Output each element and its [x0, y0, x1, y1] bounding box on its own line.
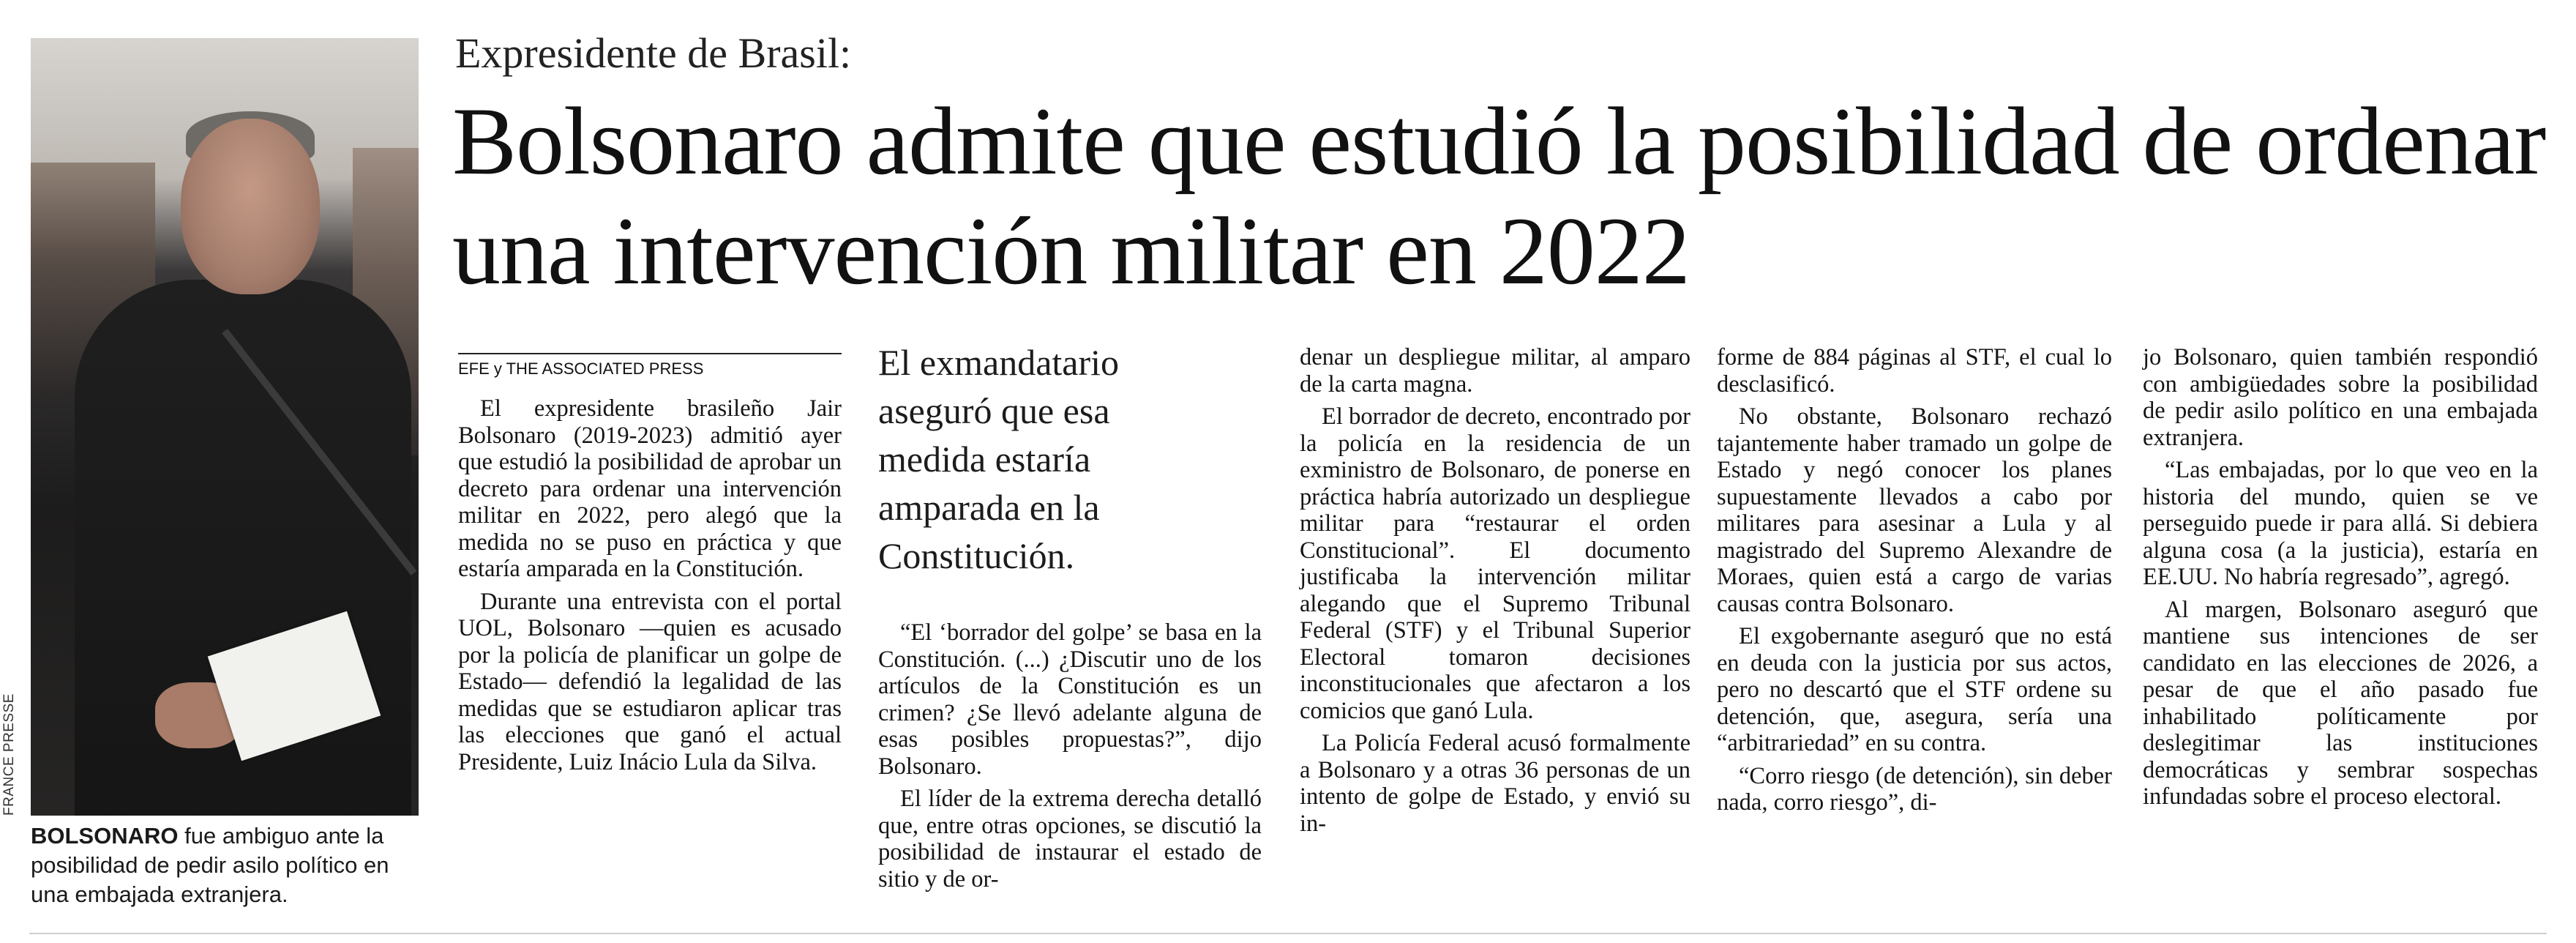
paragraph: “Corro riesgo (de detención), sin deber nada, corro riesgo”, di-	[1717, 762, 2112, 816]
article-column-5	[2143, 344, 2538, 810]
paragraph: Al margen, Bolsonaro aseguró que mantiene sus intenciones de ser candidato en las elecciones de 2026, a pesar de que el año pasado fue inhabilitado políticamente por deslegitimar las instituciones democráticas y sembrar sospechas infundadas sobre el proceso electoral.	[2143, 596, 2538, 810]
paragraph: El exgobernante aseguró que no está en deuda con la justicia por sus actos, pero no descartó que el STF ordene su detención, que, asegura, sería una “arbitrariedad” en su contra.	[1717, 623, 2112, 756]
paragraph: El expresidente brasileño Jair Bolsonaro (2019-2023) admitió ayer que estudió la posibilidad de aprobar un decreto para ordenar una intervención militar en 2022, pero alegó que la medida no se puso en práctica y que estaría amparada en la Constitución.	[458, 395, 842, 582]
paragraph: Durante una entrevista con el portal UOL, Bolsonaro —quien es acusado por la policía de planificar un golpe de Estado— defendió la legalidad de las medidas que se estudiaron aplicar tras las elecciones que ganó el actual Presidente, Luiz Inácio Lula da Silva.	[458, 588, 842, 775]
headline: Bolsonaro admite que estudió la posibilidad de ordenar una intervención militar en 2022	[452, 87, 2546, 305]
pull-quote: El exmandatario aseguró que esa medida estaría amparada en la Constitución.	[878, 342, 1120, 576]
kicker: Expresidente de Brasil:	[455, 29, 852, 77]
caption-lead: BOLSONARO	[31, 823, 179, 849]
paragraph: El borrador de decreto, encontrado por la policía en la residencia de un exministro de Bolsonaro, de ponerse en práctica habría autorizado un despliegue militar para “restaurar el orden Constitucional”. El documento justificaba la intervención militar alegando que el Supremo Tribunal Federal (STF) y el Tribunal Superior Electoral tomaron decisiones inconstitucionales que afectaron a los comicios que ganó Lula.	[1300, 403, 1690, 724]
paragraph: jo Bolsonaro, quien también respondió con ambigüedades sobre la posibilidad de pedir asilo político en una embajada extranjera.	[2143, 344, 2538, 451]
paragraph: forme de 884 páginas al STF, el cual lo desclasificó.	[1717, 344, 2112, 398]
paragraph: No obstante, Bolsonaro rechazó tajantemente haber tramado un golpe de Estado y negó conocer los planes supuestamente llevados a cabo por militares para asesinar a Lula y al magistrado del Supremo Alexandre de Moraes, quien está a cargo de varias causas contra Bolsonaro.	[1717, 403, 2112, 617]
photo-credit: FRANCE PRESSE	[1, 693, 17, 816]
article-column-2	[878, 619, 1262, 892]
person-head	[181, 119, 320, 294]
paragraph: “El ‘borrador del golpe’ se basa en la Constitución. (...) ¿Discutir uno de los artículos de la Constitución es un crimen? ¿Se llevó adelante alguna de esas posibles propuestas?”, dijo Bolsonaro.	[878, 619, 1262, 780]
bolsonaro-photo	[31, 38, 419, 816]
bottom-rule	[29, 933, 2547, 934]
article-column-4	[1717, 344, 2112, 816]
caption-text: fue ambiguo ante la posibilidad de pedir asilo político en una embajada extranjera.	[31, 823, 389, 907]
photo-caption	[31, 821, 426, 909]
paragraph: denar un despliegue militar, al amparo de la carta magna.	[1300, 344, 1690, 398]
article-column-1	[458, 395, 842, 775]
paragraph: “Las embajadas, por lo que veo en la historia del mundo, quien se ve perseguido puede ir para allá. Si debiera alguna cosa (a la justicia), estaría en EE.UU. No habría regresado”, agregó.	[2143, 457, 2538, 590]
article-column-3	[1300, 344, 1690, 837]
byline: EFE y THE ASSOCIATED PRESS	[458, 353, 842, 379]
paragraph: El líder de la extrema derecha detalló que, entre otras opciones, se discutió la posibilidad de instaurar el estado de sitio y de or-	[878, 786, 1262, 892]
paragraph: La Policía Federal acusó formalmente a Bolsonaro y a otras 36 personas de un intento de golpe de Estado, y envió su in-	[1300, 730, 1690, 837]
